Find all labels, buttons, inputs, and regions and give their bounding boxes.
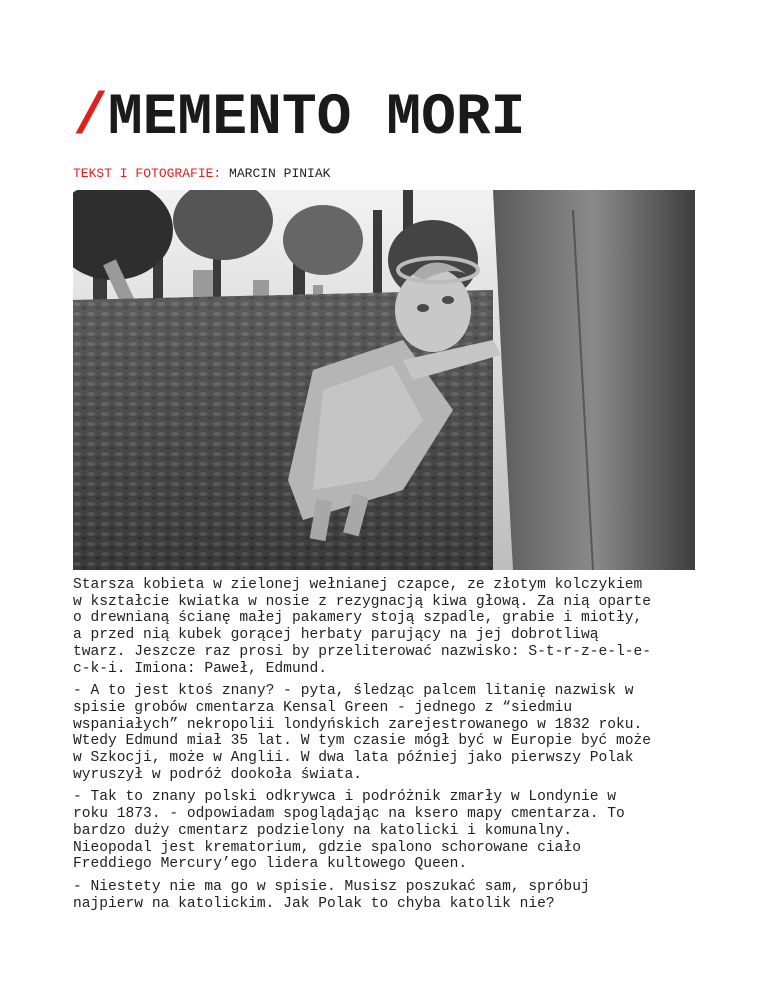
paragraph: - Tak to znany polski odkrywca i podróżnik zmarły w Londynie w roku 1873. - odpowiadam spoglądając na ksero mapy cmentarza. To bardzo duży cmentarz podzielony na katolicki i komunalny. Nieopodal jest krematorium, gdzie spalono schorowane ciało Freddiego Mercury’ego lidera kultowego Queen. <box>73 789 625 873</box>
byline <box>73 166 330 182</box>
article-body <box>73 577 695 918</box>
title-text: MEMENTO MORI <box>107 86 526 151</box>
paragraph: - Niestety nie ma go w spisie. Musisz poszukać sam, spróbuj najpierw na katolickim. Jak Polak to chyba katolik nie? <box>73 878 590 912</box>
article-title <box>73 86 525 152</box>
title-slash: / <box>73 86 108 151</box>
paragraph: - A to jest ktoś znany? - pyta, śledząc palcem litanię nazwisk w spisie grobów cmentarza Kensal Green - jednego z “siedmiu wspaniałych” nekropolii londyńskich zarejestrowanego w 1832 roku. Wtedy Edmund miał 35 lat. W tym czasie mógł być w Europie być może w Szkocji, może w Anglii. W dwa lata później jako pierwszy Polak wyruszył w podróż dookoła świata. <box>73 683 652 783</box>
byline-author: MARCIN PINIAK <box>229 166 331 181</box>
cemetery-photo <box>73 190 695 570</box>
byline-label: TEKST I FOTOGRAFIE: <box>73 166 222 181</box>
paragraph: Starsza kobieta w zielonej wełnianej czapce, ze złotym kolczykiem w kształcie kwiatka w nosie z rezygnacją kiwa głową. Za nią oparte o drewnianą ścianę małej pakamery stoją szpadle, grabie i miotły, a przed nią kubek gorącej herbaty parujący na jej dobrotliwą twarz. Jeszcze raz prosi by przeliterować nazwisko: S-t-r-z-e-l-e- c-k-i. Imiona: Paweł, Edmund. <box>73 577 652 677</box>
